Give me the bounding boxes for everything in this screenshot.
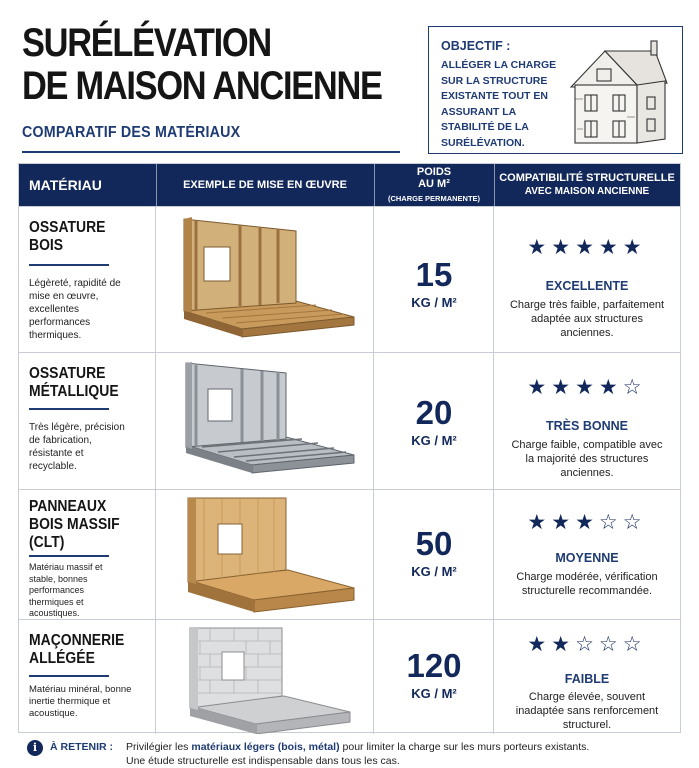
weight-value-block <box>374 648 494 701</box>
example-cell <box>156 207 374 352</box>
weight-value-block <box>374 395 494 448</box>
rating-description: Charge très faible, parfaitement adaptée aux structures anciennes. <box>509 299 665 339</box>
material-cell <box>19 620 156 734</box>
material-description: Très légère, précision de fabrication, résistante et recyclable. <box>29 422 125 472</box>
footer-line1-suffix: pour limiter la charge sur les murs porteurs existants. <box>339 741 590 753</box>
rating-stars-icon: ★★★★☆ <box>527 375 647 399</box>
weight-unit: KG / M² <box>411 686 457 701</box>
table-header <box>19 164 680 206</box>
table-row <box>19 489 680 619</box>
weight-value: 20 <box>415 394 453 431</box>
weight-unit: KG / M² <box>411 295 457 310</box>
compatibility-cell <box>494 490 680 619</box>
header-poids-line1: POIDS <box>416 165 452 178</box>
header-compatibilite <box>494 164 680 206</box>
compatibility-cell <box>494 353 680 489</box>
title-line-2: DE MAISON ANCIENNE <box>22 64 382 108</box>
material-description: Légèreté, rapidité de mise en œuvre, excellentes performances thermiques. <box>29 278 121 341</box>
header-exemple: EXEMPLE DE MISE EN ŒUVRE <box>183 179 347 191</box>
example-cell <box>156 353 374 489</box>
weight-value: 120 <box>406 647 462 684</box>
material-cell <box>19 490 156 619</box>
weight-unit: KG / M² <box>411 433 457 448</box>
weight-cell <box>374 620 494 734</box>
material-name: OSSATURE MÉTALLIQUE <box>29 365 119 400</box>
footer-line1-prefix: Privilégier les <box>126 741 192 753</box>
rating-label: TRÈS BONNE <box>546 419 628 433</box>
page-subtitle: COMPARATIF DES MATÉRIAUX <box>22 124 241 141</box>
header-compat-line2: AVEC MAISON ANCIENNE <box>524 186 650 197</box>
rating-label: EXCELLENTE <box>545 279 629 293</box>
page-title <box>22 22 412 108</box>
header-divider <box>494 164 495 206</box>
weight-value: 50 <box>415 525 453 562</box>
rating-label: FAIBLE <box>564 672 610 686</box>
objectif-label: OBJECTIF : <box>441 39 511 53</box>
weight-cell <box>374 207 494 352</box>
material-description: Matériau massif et stable, bonnes performances thermiques et acoustiques. <box>29 562 103 618</box>
compatibility-cell <box>494 620 680 734</box>
weight-value: 15 <box>415 256 453 293</box>
footer-note <box>22 738 692 768</box>
footer-line-2: Une étude structurelle est indispensable dans tous les cas. <box>126 755 400 767</box>
objectif-box <box>428 26 683 154</box>
material-divider <box>29 555 109 557</box>
compatibility-cell <box>494 207 680 352</box>
material-cell <box>19 353 156 489</box>
rating-label: MOYENNE <box>555 551 619 565</box>
material-name: MAÇONNERIE ALLÉGÉE <box>29 632 125 667</box>
weight-value-block <box>374 526 494 579</box>
example-cell <box>156 620 374 734</box>
header-divider <box>156 164 157 206</box>
materials-table <box>18 163 681 733</box>
example-cell <box>156 490 374 619</box>
header-materiau: MATÉRIAU <box>29 177 102 193</box>
weight-cell <box>374 490 494 619</box>
rating-description: Charge faible, compatible avec la majorité des structures anciennes. <box>511 439 663 479</box>
material-name: OSSATURE BOIS <box>29 219 106 254</box>
rating-description: Charge élevée, souvent inadaptée sans renforcement structurel. <box>515 691 659 731</box>
material-divider <box>29 675 109 677</box>
header-poids-line2: AU M² <box>418 177 450 190</box>
header-compat-line1: COMPATIBILITÉ STRUCTURELLE <box>499 172 675 184</box>
metal-frame-illustration-icon <box>166 359 366 484</box>
material-divider <box>29 264 109 266</box>
table-row <box>19 619 680 734</box>
material-name: PANNEAUX BOIS MASSIF (CLT) <box>29 498 120 551</box>
table-row <box>19 206 680 352</box>
title-line-1: SURÉLÉVATION <box>22 21 271 65</box>
subtitle-divider <box>22 151 400 153</box>
header-poids-note: (CHARGE PERMANENTE) <box>387 193 481 203</box>
masonry-illustration-icon <box>166 626 366 734</box>
material-divider <box>29 408 109 410</box>
header-poids <box>374 164 494 206</box>
table-row <box>19 352 680 489</box>
clt-panel-illustration-icon <box>166 496 366 616</box>
rating-stars-icon: ★★★★★ <box>527 235 647 259</box>
material-description: Matériau minéral, bonne inertie thermique et acoustique. <box>29 684 132 719</box>
footer-line-1 <box>126 741 589 753</box>
rating-stars-icon: ★★★☆☆ <box>527 510 647 534</box>
weight-value-block <box>374 257 494 310</box>
house-illustration-icon <box>563 37 673 149</box>
rating-stars-icon: ★★☆☆☆ <box>527 632 647 656</box>
footer-line1-bold: matériaux légers (bois, métal) <box>191 741 340 753</box>
header-divider <box>374 164 375 206</box>
weight-unit: KG / M² <box>411 564 457 579</box>
rating-description: Charge modérée, vérification structurelle recommandée. <box>516 571 658 597</box>
objectif-text: ALLÉGER LA CHARGE SUR LA STRUCTURE EXISTANTE TOUT EN ASSURANT LA STABILITÉ DE LA SURÉLÉVATION. <box>441 59 557 149</box>
material-cell <box>19 207 156 352</box>
wood-frame-illustration-icon <box>166 213 366 347</box>
footer-label: À RETENIR : <box>50 741 113 753</box>
weight-cell <box>374 353 494 489</box>
info-icon: i <box>27 740 43 756</box>
